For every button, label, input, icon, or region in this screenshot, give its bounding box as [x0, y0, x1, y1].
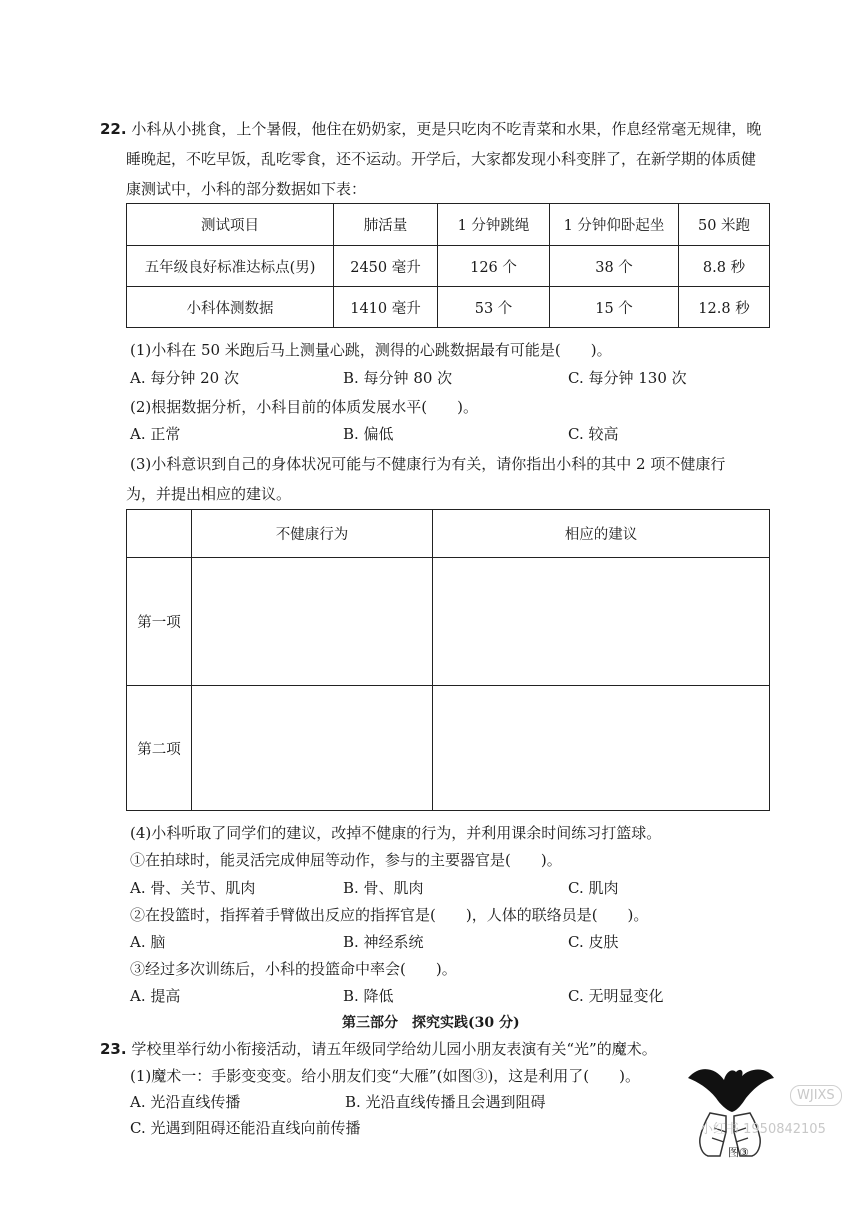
q22-line-1 [100, 119, 761, 139]
table-header: 测试项目 [127, 204, 334, 246]
table-header: 肺活量 [334, 204, 438, 246]
option-a[interactable]: A. 光沿直线传播 [130, 1093, 241, 1111]
table-cell: 小科体测数据 [127, 287, 334, 328]
option-a[interactable]: A. 正常 [130, 425, 181, 443]
answer-cell[interactable] [192, 686, 433, 811]
option-c[interactable]: C. 每分钟 130 次 [568, 369, 687, 387]
table-cell: 2450 毫升 [334, 246, 438, 287]
q22-sub4-part3-question: ③经过多次训练后，小科的投篮命中率会( )。 [130, 960, 457, 978]
q23-line-1 [100, 1039, 657, 1059]
q23-sub1-question: (1)魔术一：手影变变变。给小朋友们变“大雁”(如图③)，这是利用了( )。 [130, 1067, 640, 1085]
table-corner-cell [127, 510, 192, 558]
row-label: 第二项 [127, 686, 192, 811]
answer-table [126, 509, 770, 811]
q23-intro: 学校里举行幼小衔接活动，请五年级同学给幼儿园小朋友表演有关“光”的魔术。 [131, 1040, 657, 1058]
table-cell: 126 个 [438, 246, 550, 287]
answer-cell[interactable] [192, 558, 433, 686]
table-cell: 38 个 [550, 246, 679, 287]
table-cell: 五年级良好标准达标点(男) [127, 246, 334, 287]
table-cell: 53 个 [438, 287, 550, 328]
table-cell: 1410 毫升 [334, 287, 438, 328]
option-a[interactable]: A. 提高 [130, 987, 181, 1005]
option-b[interactable]: B. 每分钟 80 次 [343, 369, 453, 387]
table-header: 1 分钟仰卧起坐 [550, 204, 679, 246]
table-header: 相应的建议 [433, 510, 770, 558]
hand-shadow-figure [680, 1058, 780, 1158]
option-b[interactable]: B. 降低 [343, 987, 394, 1005]
q22-intro-3: 康测试中，小科的部分数据如下表： [126, 180, 367, 198]
option-c[interactable]: C. 肌肉 [568, 879, 619, 897]
q22-sub4-part2-question: ②在投篮时，指挥着手臂做出反应的指挥官是( )，人体的联络员是( )。 [130, 906, 649, 924]
q22-sub3-question-2: 为，并提出相应的建议。 [126, 485, 292, 503]
table-row [127, 686, 770, 811]
option-c[interactable]: C. 皮肤 [568, 933, 619, 951]
table-header: 1 分钟跳绳 [438, 204, 550, 246]
q22-intro-2: 睡晚起，不吃早饭，乱吃零食，还不运动。开学后，大家都发现小科变胖了，在新学期的体质健 [126, 150, 757, 168]
goose-shadow-illustration [680, 1058, 780, 1158]
row-label: 第一项 [127, 558, 192, 686]
option-b[interactable]: B. 光沿直线传播且会遇到阻碍 [345, 1093, 546, 1111]
q22-sub1-question: (1)小科在 50 米跑后马上测量心跳，测得的心跳数据最有可能是( )。 [130, 341, 612, 359]
q22-sub4-question: (4)小科听取了同学们的建议，改掉不健康的行为，并利用课余时间练习打篮球。 [130, 824, 662, 842]
option-c[interactable]: C. 无明显变化 [568, 987, 664, 1005]
section-title: 第三部分 探究实践(30 分) [342, 1015, 520, 1031]
option-c[interactable]: C. 光遇到阻碍还能沿直线向前传播 [130, 1119, 361, 1137]
option-a[interactable]: A. 骨、关节、肌肉 [130, 879, 256, 897]
table-cell: 12.8 秒 [679, 287, 770, 328]
q22-sub3-question-1: (3)小科意识到自己的身体状况可能与不健康行为有关，请你指出小科的其中 2 项不健康行 [130, 455, 726, 473]
watermark-badge: WJIXS [790, 1085, 842, 1106]
q22-intro-1: 小科从小挑食，上个暑假，他住在奶奶家，更是只吃肉不吃青菜和水果，作息经常毫无规律，晚 [131, 120, 762, 138]
q22-sub2-question: (2)根据数据分析，小科目前的体质发展水平( )。 [130, 398, 478, 416]
option-a[interactable]: A. 每分钟 20 次 [130, 369, 239, 387]
figure-label: 图③ [728, 1146, 749, 1159]
table-cell: 15 个 [550, 287, 679, 328]
table-header: 不健康行为 [192, 510, 433, 558]
option-b[interactable]: B. 骨、肌肉 [343, 879, 424, 897]
watermark-text: 小红书 1950842105 [700, 1122, 826, 1137]
option-a[interactable]: A. 脑 [130, 933, 166, 951]
q22-sub4-part1-question: ①在拍球时，能灵活完成伸屈等动作，参与的主要器官是( )。 [130, 851, 562, 869]
table-header-row [127, 204, 770, 246]
q23-number: 23. [100, 1040, 127, 1058]
table-header: 50 米跑 [679, 204, 770, 246]
table-row [127, 558, 770, 686]
answer-cell[interactable] [433, 558, 770, 686]
table-row [127, 246, 770, 287]
table-cell: 8.8 秒 [679, 246, 770, 287]
answer-cell[interactable] [433, 686, 770, 811]
option-c[interactable]: C. 较高 [568, 425, 619, 443]
option-b[interactable]: B. 偏低 [343, 425, 394, 443]
table-row [127, 287, 770, 328]
q22-number: 22. [100, 120, 127, 138]
fitness-data-table [126, 203, 770, 328]
option-b[interactable]: B. 神经系统 [343, 933, 424, 951]
table-header-row [127, 510, 770, 558]
